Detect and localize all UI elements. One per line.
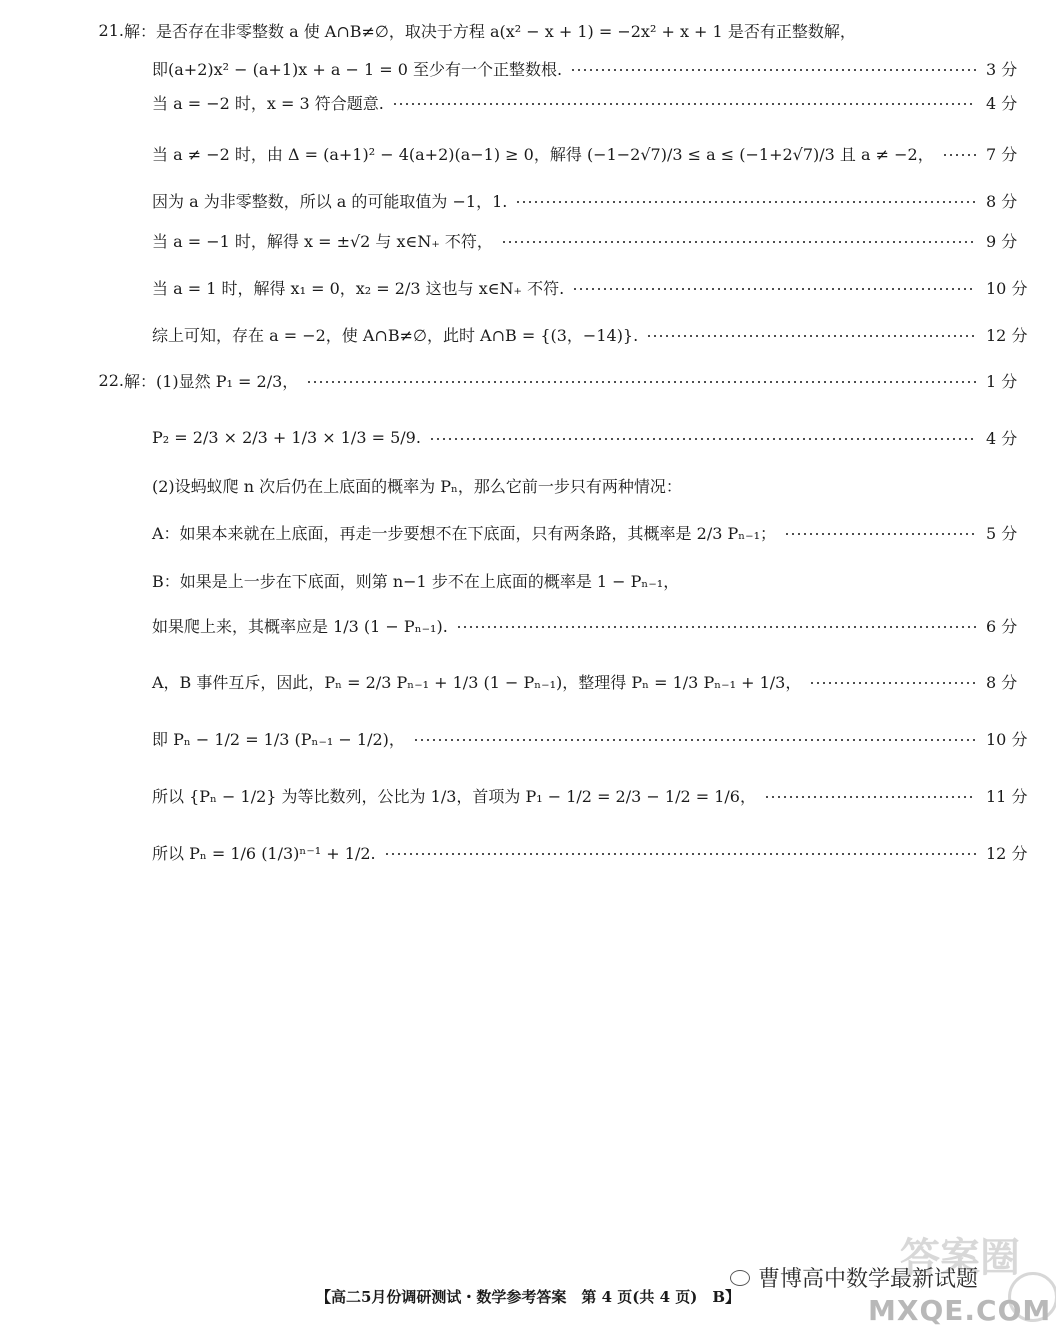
solution-line <box>0 360 1056 400</box>
score-label: 5 分 <box>986 523 1018 543</box>
leader-dots <box>392 103 976 105</box>
solution-text: A：如果本来就在上底面，再走一步要想不在下底面，只有两条路，其概率是 2/3 Pₙ₋₁； <box>152 523 777 543</box>
solution-text: 当 a = 1 时，解得 x₁ = 0，x₂ = 2/3 这也与 x∈N₊ 不符. <box>152 278 565 298</box>
solution-text: 即(a+2)x² − (a+1)x + a − 1 = 0 至少有一个正整数根. <box>152 59 563 79</box>
solution-text: 因为 a 为非零整数，所以 a 的可能取值为 −1，1. <box>152 191 508 211</box>
solution-text: 当 a ≠ −2 时，由 Δ = (a+1)² − 4(a+2)(a−1) ≥ 0，解得 (−1−2√7)/3 ≤ a ≤ (−1+2√7)/3 且 a ≠ −2， <box>152 144 934 164</box>
leader-dots <box>572 288 976 290</box>
page-footer: 【高二5月份调研测试・数学参考答案 第 4 页(共 4 页) B】 <box>315 1288 741 1306</box>
solution-line <box>0 661 1056 701</box>
leader-dots <box>809 682 976 684</box>
question-number: 21. <box>98 20 124 40</box>
score-label: 10 分 <box>986 729 1028 749</box>
question-number: 22. <box>98 370 124 390</box>
solution-line <box>0 465 1056 505</box>
score-label: 8 分 <box>986 191 1018 211</box>
leader-dots <box>515 201 976 203</box>
score-label: 11 分 <box>986 786 1028 806</box>
leader-dots <box>429 438 976 440</box>
leader-dots <box>413 739 976 741</box>
leader-dots <box>306 381 976 383</box>
leader-dots <box>501 241 976 243</box>
solution-line <box>0 560 1056 600</box>
solution-text: (2)设蚂蚁爬 n 次后仍在上底面的概率为 Pₙ，那么它前一步只有两种情况： <box>152 476 682 496</box>
solution-text: A，B 事件互斥，因此，Pₙ = 2/3 Pₙ₋₁ + 1/3 (1 − Pₙ₋₁)，整理得 Pₙ = 1/3 Pₙ₋₁ + 1/3， <box>152 672 802 692</box>
solution-text: 所以 {Pₙ − 1/2} 为等比数列，公比为 1/3，首项为 P₁ − 1/2 = 2/3 − 1/2 = 1/6， <box>152 786 756 806</box>
score-label: 12 分 <box>986 325 1028 345</box>
solution-line <box>0 718 1056 758</box>
score-label: 6 分 <box>986 616 1018 636</box>
solution-text: 所以 Pₙ = 1/6 (1/3)ⁿ⁻¹ + 1/2. <box>152 843 376 863</box>
score-label: 4 分 <box>986 428 1018 448</box>
solution-line <box>0 832 1056 872</box>
score-label: 7 分 <box>986 144 1018 164</box>
solution-line <box>0 605 1056 645</box>
leader-dots <box>456 626 976 628</box>
solution-text: B：如果是上一步在下底面，则第 n−1 步不在上底面的概率是 1 − Pₙ₋₁， <box>152 571 680 591</box>
leader-dots <box>570 69 976 71</box>
solution-text: 综上可知，存在 a = −2，使 A∩B≠∅，此时 A∩B = {(3，−14)}. <box>152 325 639 345</box>
solution-text: 即 Pₙ − 1/2 = 1/3 (Pₙ₋₁ − 1/2)， <box>152 729 405 749</box>
score-label: 12 分 <box>986 843 1028 863</box>
leader-dots <box>646 335 976 337</box>
watermark-logo-text: 答案圈 <box>900 1235 1020 1281</box>
score-label: 4 分 <box>986 93 1018 113</box>
solution-text: 当 a = −2 时，x = 3 符合题意. <box>152 93 384 113</box>
score-label: 1 分 <box>986 371 1018 391</box>
leader-dots <box>384 853 976 855</box>
leader-dots <box>764 796 976 798</box>
score-label: 9 分 <box>986 231 1018 251</box>
solution-text: 如果爬上来，其概率应是 1/3 (1 − Pₙ₋₁). <box>152 616 448 636</box>
solution-line <box>0 82 1056 122</box>
solution-line <box>0 220 1056 260</box>
leader-dots <box>942 154 976 156</box>
score-label: 3 分 <box>986 59 1018 79</box>
leader-dots <box>784 533 976 535</box>
solution-line <box>0 133 1056 173</box>
solution-line <box>0 267 1056 307</box>
site-watermark: MXQE.COM <box>868 1294 1052 1327</box>
score-label: 10 分 <box>986 278 1028 298</box>
solution-text: 当 a = −1 时，解得 x = ±√2 与 x∈N₊ 不符， <box>152 231 493 251</box>
solution-text: 解：是否存在非零整数 a 使 A∩B≠∅，取决于方程 a(x² − x + 1) = −2x² + x + 1 是否有正整数解， <box>124 21 856 41</box>
wechat-account-name: 曹博高中数学最新试题 <box>758 1267 979 1292</box>
solution-text: 解：(1)显然 P₁ = 2/3， <box>124 371 299 391</box>
solution-line <box>0 10 1056 50</box>
solution-line <box>0 512 1056 552</box>
solution-text: P₂ = 2/3 × 2/3 + 1/3 × 1/3 = 5/9. <box>152 427 421 447</box>
solution-line <box>0 180 1056 220</box>
solution-line <box>0 417 1056 457</box>
solution-line <box>0 775 1056 815</box>
score-label: 8 分 <box>986 672 1018 692</box>
wechat-icon <box>730 1270 750 1286</box>
solution-line <box>0 314 1056 354</box>
